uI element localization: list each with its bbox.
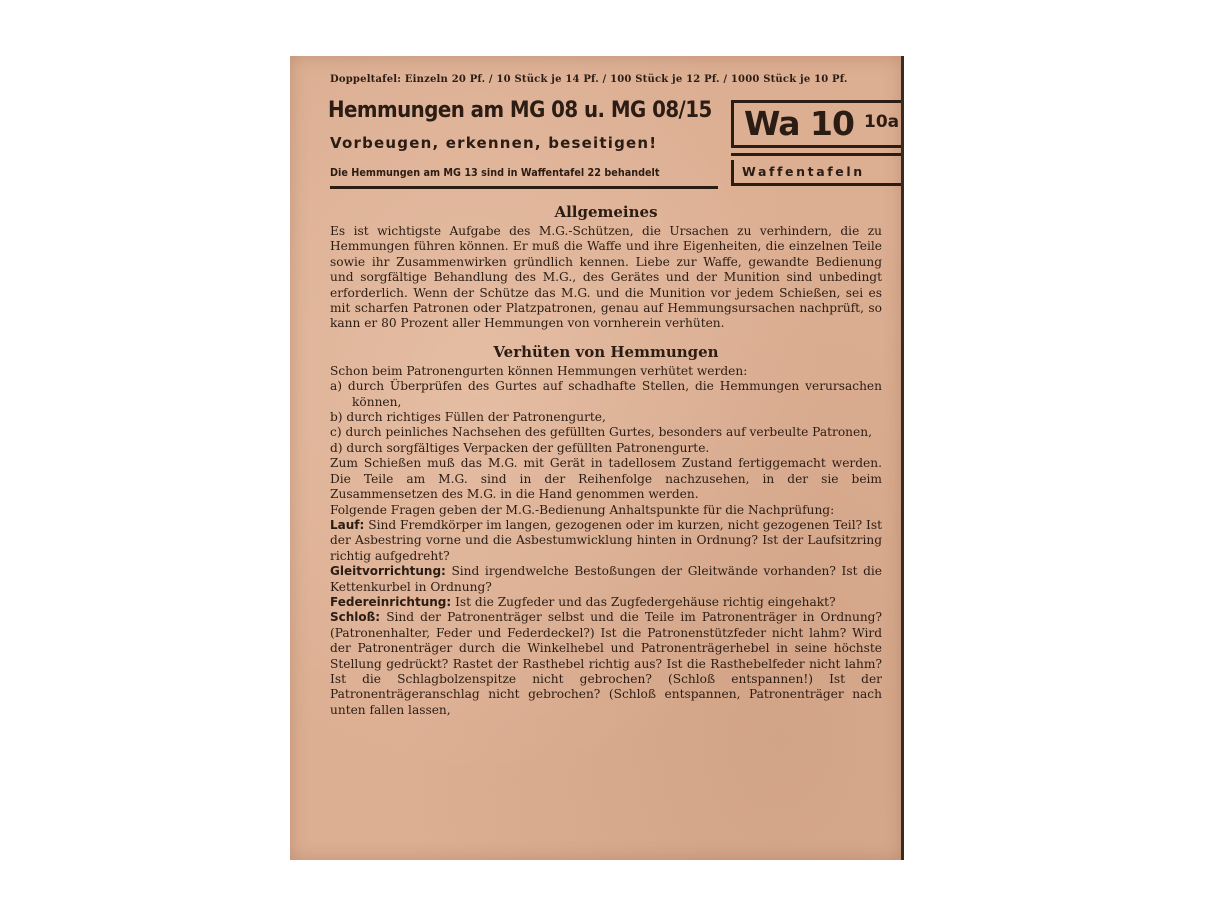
check-text: Sind irgendwelche Bestoßungen der Gleitwände vorhanden? Ist die Kettenkurbel in Ordnung?	[330, 564, 882, 594]
document-page	[290, 56, 902, 860]
check-text: Sind Fremdkörper im langen, gezogenen oder im kurzen, nicht gezogenen Teil? Ist der Asbestring vorne und die Asbestumwicklung hinten in Ordnung? Ist der Laufsitzring richtig aufgedreht?	[330, 517, 883, 563]
list-item: c) durch peinliches Nachsehen des gefüllten Gurtes, besonders auf verbeulte Patronen,	[330, 425, 872, 440]
check-label: Gleitvorrichtung:	[330, 564, 446, 579]
prevention-paragraph: Folgende Fragen geben der M.G.-Bedienung Anhaltspunkte für die Nachprüfung:	[330, 502, 835, 517]
check-item-lauf	[330, 518, 882, 564]
series-divider	[731, 153, 902, 156]
check-text: Sind der Patronenträger selbst und die Teile im Patronenträger in Ordnung? (Patronenhalter, Feder und Federdeckel?) Ist die Patronenstützfeder nicht lahm? Wird der Patronenträger durch die Winkelhebel und Patronenträgerhebel in seine höchste Stellung gedrückt? Rastet der Rasthebel richtig aus? Ist die Rasthebelfeder nicht lahm? Ist die Schlagbolzenspitze nicht gebrochen? (Schloß entspannen!) Ist der Patronenträgeranschlag nicht gebrochen? (Schloß entspannen, Patronenträger nach unten fallen lassen,	[330, 610, 883, 717]
section-heading-general: Allgemeines	[554, 203, 658, 221]
check-item-schloss	[330, 610, 882, 718]
check-label: Schloß:	[330, 610, 381, 625]
check-item-federeinrichtung	[330, 595, 882, 610]
header-rule	[330, 186, 718, 189]
series-code-sub: 10a	[864, 112, 900, 132]
check-label: Federeinrichtung:	[330, 594, 452, 609]
section-heading-prevention: Verhüten von Hemmungen	[493, 342, 719, 361]
price-line: Doppeltafel: Einzeln 20 Pf. / 10 Stück je 14 Pf. / 100 Stück je 12 Pf. / 1000 Stück je 10 Pf.	[330, 74, 848, 85]
reference-note: Die Hemmungen am MG 13 sind in Waffentafel 22 behandelt	[330, 167, 660, 179]
prevention-intro: Schon beim Patronengurten können Hemmungen verhütet werden:	[330, 363, 748, 378]
series-label: Waffentafeln	[731, 160, 902, 186]
check-label: Lauf:	[330, 517, 365, 532]
list-item: b) durch richtiges Füllen der Patronengurte,	[330, 410, 606, 425]
series-code: Wa 10	[744, 104, 854, 143]
series-code-box	[731, 100, 902, 148]
prevention-paragraph: Zum Schießen muß das M.G. mit Gerät in tadellosem Zustand fertiggemacht werden. Die Teile am M.G. sind in der Reihenfolge nachzusehen, in der sie beim Zusammensetzen des M.G. in die Hand genommen werden.	[330, 456, 882, 502]
list-item: d) durch sorgfältiges Verpacken der gefüllten Patronengurte.	[330, 440, 710, 455]
check-text: Ist die Zugfeder und das Zugfedergehäuse richtig eingehakt?	[455, 594, 836, 609]
document-subtitle: Vorbeugen, erkennen, beseitigen!	[330, 134, 658, 152]
document-body	[330, 202, 882, 718]
check-item-gleitvorrichtung	[330, 564, 882, 595]
document-title: Hemmungen am MG 08 u. MG 08/15	[328, 98, 712, 123]
section-text-general: Es ist wichtigste Aufgabe des M.G.-Schützen, die Ursachen zu verhindern, die zu Hemmungen führen können. Er muß die Waffe und ihre Eigenheiten, die einzelnen Teile sowie ihr Zusammenwirken gründlich kennen. Liebe zur Waffe, gewandte Bedienung und sorgfältige Behandlung des M.G., des Gerätes und der Munition sind unbedingt erforderlich. Wenn der Schütze das M.G. und die Munition vor jedem Schießen, sei es mit scharfen Patronen oder Platzpatronen, genau auf Hemmungsursachen nachprüft, so kann er 80 Prozent aller Hemmungen von vornherein verhüten.	[330, 224, 882, 331]
list-item: a) durch Überprüfen des Gurtes auf schadhafte Stellen, die Hemmungen verursachen können,	[330, 379, 882, 409]
